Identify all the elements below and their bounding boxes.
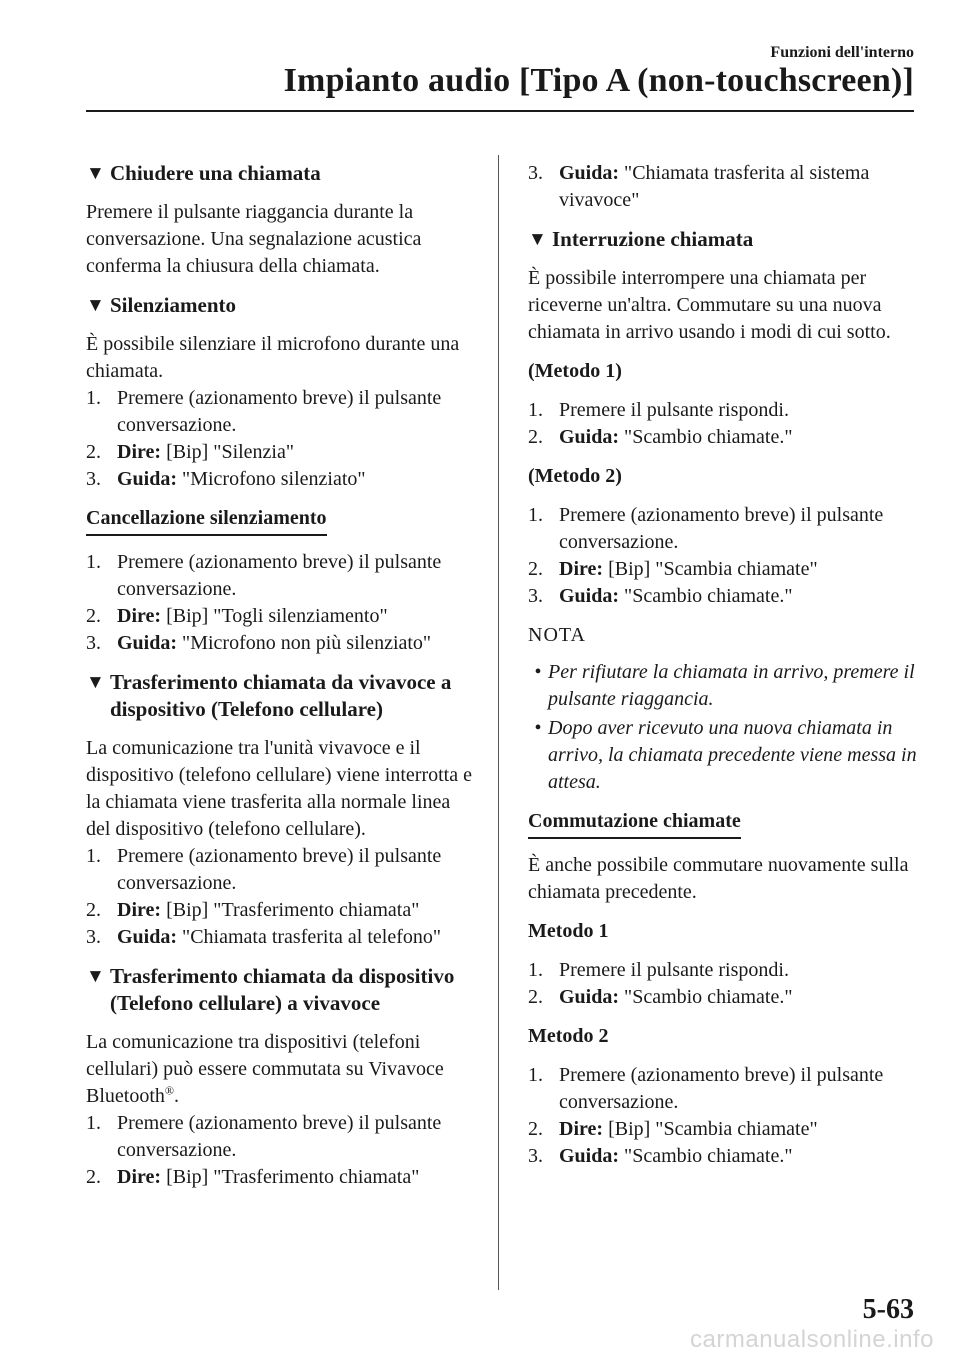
step-text <box>117 897 478 924</box>
step-item <box>86 630 478 657</box>
step-list <box>86 1110 478 1191</box>
step-number: 2. <box>86 605 101 627</box>
step-text: Premere (azionamento breve) il pulsante conversazione. <box>117 1112 442 1161</box>
step-number: 1. <box>528 1064 543 1086</box>
step-item <box>86 1110 478 1164</box>
triangle-down-icon: ▼ <box>86 163 105 184</box>
step-keyword: Guida: <box>559 162 620 184</box>
step-detail: "Chiamata trasferita al telefono" <box>182 926 442 948</box>
step-detail: "Microfono non più silenziato" <box>182 632 432 654</box>
step-list <box>528 502 920 610</box>
step-item <box>528 583 920 610</box>
step-keyword: Guida: <box>117 632 178 654</box>
step-detail: "Chiamata trasferita al sistema vivavoce" <box>559 162 870 211</box>
heading-chiudere <box>86 160 478 187</box>
step-item <box>86 385 478 439</box>
heading-text: Interruzione chiamata <box>552 227 754 251</box>
note-item <box>528 715 920 796</box>
step-number: 3. <box>528 162 543 184</box>
step-number: 1. <box>528 399 543 421</box>
heading-text: Silenziamento <box>110 293 236 317</box>
step-item <box>528 424 920 451</box>
step-text <box>559 424 920 451</box>
method-label: Metodo 2 <box>528 1025 609 1047</box>
paragraph-end: . <box>174 1085 180 1107</box>
step-item <box>86 549 478 603</box>
step-text: Premere (azionamento breve) il pulsante conversazione. <box>117 387 442 436</box>
step-number: 2. <box>528 426 543 448</box>
step-item <box>86 897 478 924</box>
step-list <box>528 1062 920 1170</box>
step-item <box>86 843 478 897</box>
note-list <box>528 659 920 796</box>
step-keyword: Guida: <box>559 986 620 1008</box>
step-text <box>117 630 478 657</box>
step-text <box>117 603 478 630</box>
heading-text: Trasferimento chiamata da dispositivo (Telefono cellulare) a vivavoce <box>110 964 455 1015</box>
heading-trasferimento-a-vivavoce <box>86 963 478 1017</box>
step-item <box>528 397 920 424</box>
step-item <box>86 466 478 493</box>
step-keyword: Dire: <box>117 1166 162 1188</box>
subheading-cancellazione: Cancellazione silenziamento <box>86 505 327 536</box>
step-item <box>528 502 920 556</box>
heading-text: Chiudere una chiamata <box>110 161 321 185</box>
step-detail: [Bip] "Silenzia" <box>166 441 295 463</box>
page-title: Impianto audio [Tipo A (non-touchscreen)] <box>283 62 914 99</box>
step-detail: [Bip] "Trasferimento chiamata" <box>166 1166 420 1188</box>
step-text <box>117 1164 478 1191</box>
step-number: 3. <box>86 926 101 948</box>
step-keyword: Dire: <box>117 899 162 921</box>
step-detail: "Scambio chiamate." <box>624 1145 793 1167</box>
step-text: Premere (azionamento breve) il pulsante conversazione. <box>559 504 884 553</box>
step-text: Premere (azionamento breve) il pulsante conversazione. <box>117 845 442 894</box>
step-number: 3. <box>528 1145 543 1167</box>
step-keyword: Dire: <box>117 605 162 627</box>
step-keyword: Guida: <box>559 1145 620 1167</box>
triangle-down-icon: ▼ <box>86 295 105 316</box>
step-text <box>559 160 920 214</box>
heading-silenziamento <box>86 292 478 319</box>
step-item <box>86 439 478 466</box>
bullet-icon: • <box>534 661 542 683</box>
step-text <box>559 583 920 610</box>
step-number: 2. <box>528 1118 543 1140</box>
method-label: (Metodo 1) <box>528 360 622 382</box>
step-item <box>528 556 920 583</box>
heading-trasferimento-a-dispositivo <box>86 669 478 723</box>
method-label: Metodo 1 <box>528 920 609 942</box>
step-item <box>528 1143 920 1170</box>
note-item <box>528 659 920 713</box>
step-number: 3. <box>86 632 101 654</box>
step-detail: [Bip] "Scambia chiamate" <box>608 558 818 580</box>
step-text <box>559 1116 920 1143</box>
watermark: carmanualsonline.info <box>690 1326 934 1353</box>
step-number: 3. <box>528 585 543 607</box>
step-item <box>528 160 920 214</box>
step-text <box>117 439 478 466</box>
step-text: Premere il pulsante rispondi. <box>559 399 789 421</box>
step-number: 2. <box>86 1166 101 1188</box>
step-number: 3. <box>86 468 101 490</box>
step-text: Premere il pulsante rispondi. <box>559 959 789 981</box>
step-item <box>86 1164 478 1191</box>
registered-mark: ® <box>164 1083 175 1098</box>
step-text <box>559 1143 920 1170</box>
step-item <box>86 603 478 630</box>
page-number: 5-63 <box>862 1294 914 1325</box>
step-item <box>528 957 920 984</box>
right-column <box>528 160 920 1182</box>
step-number: 2. <box>528 986 543 1008</box>
step-item <box>86 924 478 951</box>
paragraph-text: La comunicazione tra dispositivi (telefoni cellulari) può essere commutata su Vivavoce Bluetooth <box>86 1031 444 1107</box>
step-list <box>528 397 920 451</box>
paragraph: È anche possibile commutare nuovamente sulla chiamata precedente. <box>528 854 909 903</box>
triangle-down-icon: ▼ <box>86 672 105 693</box>
step-list <box>86 843 478 951</box>
step-text <box>117 466 478 493</box>
step-detail: [Bip] "Togli silenziamento" <box>166 605 388 627</box>
step-detail: "Scambio chiamate." <box>624 986 793 1008</box>
step-text: Premere (azionamento breve) il pulsante conversazione. <box>117 551 442 600</box>
step-item <box>528 1116 920 1143</box>
heading-text: Trasferimento chiamata da vivavoce a dispositivo (Telefono cellulare) <box>110 670 452 721</box>
step-keyword: Guida: <box>559 585 620 607</box>
step-number: 1. <box>528 504 543 526</box>
paragraph: La comunicazione tra l'unità vivavoce e il dispositivo (telefono cellulare) viene interrotta e la chiamata viene trasferita alla normale linea del dispositivo (telefono cellulare). <box>86 737 472 840</box>
note-text: Dopo aver ricevuto una nuova chiamata in arrivo, la chiamata precedente viene messa in attesa. <box>548 717 917 793</box>
step-number: 2. <box>86 441 101 463</box>
paragraph <box>86 1029 478 1110</box>
step-item <box>528 1062 920 1116</box>
step-number: 1. <box>86 551 101 573</box>
heading-interruzione <box>528 226 920 253</box>
step-detail: "Scambio chiamate." <box>624 585 793 607</box>
paragraph: È possibile silenziare il microfono durante una chiamata. <box>86 333 460 382</box>
step-list <box>528 160 920 214</box>
step-text <box>117 924 478 951</box>
step-list <box>528 957 920 1011</box>
triangle-down-icon: ▼ <box>86 966 105 987</box>
step-number: 2. <box>528 558 543 580</box>
paragraph: Premere il pulsante riaggancia durante la conversazione. Una segnalazione acustica conferma la chiusura della chiamata. <box>86 201 422 277</box>
step-number: 1. <box>86 845 101 867</box>
step-number: 2. <box>86 899 101 921</box>
step-item <box>528 984 920 1011</box>
left-column <box>86 160 478 1203</box>
step-keyword: Dire: <box>117 441 162 463</box>
step-list <box>86 549 478 657</box>
step-list <box>86 385 478 493</box>
section-label: Funzioni dell'interno <box>770 44 914 61</box>
paragraph: È possibile interrompere una chiamata per riceverne un'altra. Commutare su una nuova chiamata in arrivo usando i modi di cui sotto. <box>528 267 891 343</box>
step-text: Premere (azionamento breve) il pulsante conversazione. <box>559 1064 884 1113</box>
step-number: 1. <box>86 1112 101 1134</box>
step-text <box>559 556 920 583</box>
step-keyword: Guida: <box>117 468 178 490</box>
step-keyword: Guida: <box>117 926 178 948</box>
step-keyword: Dire: <box>559 558 604 580</box>
column-divider <box>498 155 499 1290</box>
step-keyword: Dire: <box>559 1118 604 1140</box>
step-number: 1. <box>528 959 543 981</box>
step-detail: "Microfono silenziato" <box>182 468 366 490</box>
step-number: 1. <box>86 387 101 409</box>
bullet-icon: • <box>534 717 542 739</box>
note-text: Per rifiutare la chiamata in arrivo, premere il pulsante riaggancia. <box>548 661 915 710</box>
subheading-commutazione: Commutazione chiamate <box>528 808 741 839</box>
step-keyword: Guida: <box>559 426 620 448</box>
step-detail: "Scambio chiamate." <box>624 426 793 448</box>
header-rule <box>86 110 914 112</box>
method-label: (Metodo 2) <box>528 465 622 487</box>
step-detail: [Bip] "Scambia chiamate" <box>608 1118 818 1140</box>
step-text <box>559 984 920 1011</box>
nota-label: NOTA <box>528 624 586 646</box>
triangle-down-icon: ▼ <box>528 229 547 250</box>
step-detail: [Bip] "Trasferimento chiamata" <box>166 899 420 921</box>
